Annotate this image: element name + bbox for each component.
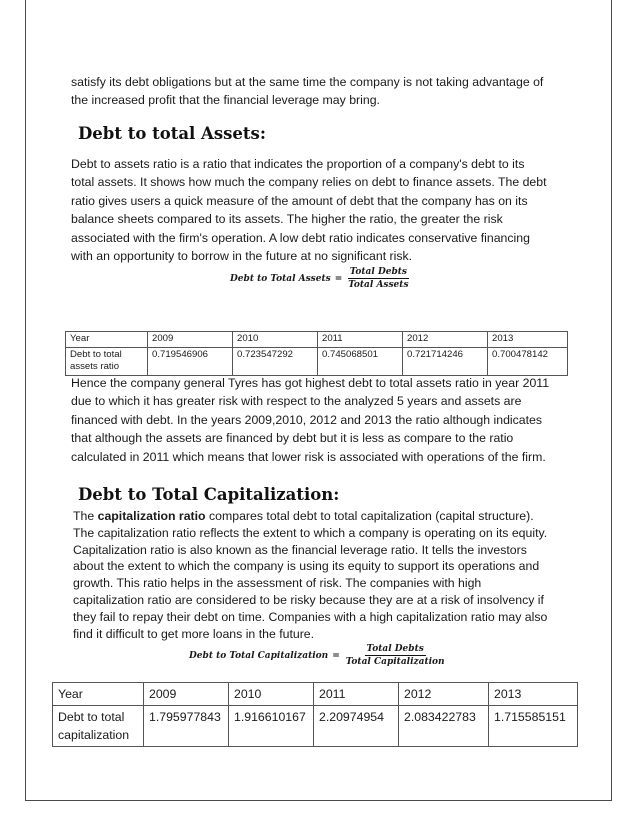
table-row — [66, 347, 568, 375]
table-cell: 0.745068501 — [318, 347, 403, 375]
table-cell: 2.083422783 — [399, 706, 489, 747]
table-header-cell: 2009 — [148, 332, 233, 348]
formula-numerator: Total Debts — [366, 644, 424, 654]
table-header-cell: 2012 — [403, 332, 488, 348]
paragraph-line: The — [73, 509, 98, 523]
paragraph-line: balance sheets compared to its assets. The higher the ratio, the greater the risk — [71, 212, 503, 227]
formula-numerator: Total Debts — [349, 267, 407, 277]
table-header-cell: 2009 — [144, 683, 229, 706]
table-header-row — [66, 332, 568, 348]
table-cell: 0.700478142 — [488, 347, 568, 375]
paragraph-line: find it difficult to get more loans in the future. — [73, 626, 315, 641]
debt-to-assets-paragraph — [71, 155, 547, 265]
table-cell: 1.715585151 — [489, 706, 578, 747]
formula-fraction — [346, 267, 410, 290]
paragraph-line: with an opportunity to borrow in the future at no significant risk. — [71, 249, 413, 264]
intro-line-1: satisfy its debt obligations but at the same time the company is not taking advantage of — [71, 75, 544, 89]
paragraph-line: ratio gives users a quick measure of the amount of debt that the company has on its — [71, 193, 528, 208]
formula-denominator: Total Capitalization — [345, 657, 445, 667]
table-cell: 0.723547292 — [233, 347, 318, 375]
capitalization-ratio-term: capitalization ratio — [97, 509, 206, 523]
table-cell: 1.916610167 — [229, 706, 314, 747]
debt-to-assets-conclusion — [71, 374, 549, 466]
formula-lhs: Debt to Total Assets — [230, 273, 331, 284]
table-cell: 1.795977843 — [144, 706, 229, 747]
section-heading-debt-to-total-assets: Debt to total Assets: — [78, 124, 266, 143]
debt-to-assets-formula — [230, 267, 411, 290]
formula-equals: = — [334, 273, 343, 284]
table-header-cell: Year — [53, 683, 144, 706]
table-row-label — [53, 706, 144, 747]
conclusion-line: calculated in 2011 which means that lower risk is associated with operations of the firm. — [71, 449, 546, 464]
table-cell: 0.721714246 — [403, 347, 488, 375]
paragraph-line: about the extent to which the company is using its equity to support its operations and — [73, 559, 540, 574]
paragraph-line: growth. This ratio helps in the assessment of risk. The companies with high — [73, 576, 482, 591]
conclusion-line: due to which it has greater risk with respect to the analyzed 5 years and assets are — [71, 394, 522, 409]
formula-fraction — [344, 644, 447, 667]
paragraph-line: capitalization ratio are considered to be risky because they are at a risk of insolvency if — [73, 592, 544, 607]
conclusion-line: that although the assets are financed by debt but it is less as compare to the ratio — [71, 431, 514, 446]
table-header-cell: 2013 — [488, 332, 568, 348]
formula-lhs: Debt to Total Capitalization — [189, 650, 329, 661]
intro-line-2: the increased profit that the financial leverage may bring. — [71, 93, 380, 108]
capitalization-paragraph — [73, 508, 547, 642]
debt-to-capitalization-formula — [189, 644, 447, 667]
table-cell: 0.719546906 — [148, 347, 233, 375]
debt-to-assets-table — [65, 331, 568, 376]
paragraph-line: The capitalization ratio reflects the extent to which a company is operating on its equity. — [73, 525, 548, 540]
paragraph-line: total assets. It shows how much the company relies on debt to finance assets. The debt — [71, 175, 547, 190]
table-header-cell: 2010 — [233, 332, 318, 348]
intro-paragraph — [71, 73, 543, 110]
conclusion-line: Hence the company general Tyres has got highest debt to total assets ratio in year 2011 — [71, 376, 550, 390]
paragraph-line: they fail to repay their debt on time. Companies with a high capitalization ratio may also — [73, 609, 548, 624]
table-row-label: Debt to total assets ratio — [66, 347, 148, 375]
paragraph-line: Debt to assets ratio is a ratio that indicates the proportion of a company's debt to its — [71, 157, 525, 171]
table-header-cell: Year — [66, 332, 148, 348]
table-header-cell: 2011 — [318, 332, 403, 348]
formula-denominator: Total Assets — [348, 280, 409, 290]
conclusion-line: financed with debt. In the years 2009,2010, 2012 and 2013 the ratio although indicates — [71, 412, 543, 427]
row-label-line: capitalization — [58, 728, 130, 742]
table-header-cell: 2011 — [314, 683, 399, 706]
paragraph-line: Capitalization ratio is also known as the financial leverage ratio. It tells the investors — [73, 542, 527, 557]
table-header-cell: 2010 — [229, 683, 314, 706]
paragraph-line: associated with the firm's operation. A low debt ratio indicates conservative financing — [71, 230, 530, 245]
section-heading-debt-to-total-capitalization: Debt to Total Capitalization: — [78, 485, 340, 504]
paragraph-line: compares total debt to total capitalization (capital structure). — [205, 509, 534, 523]
table-header-row — [53, 683, 578, 706]
table-header-cell: 2012 — [399, 683, 489, 706]
row-label-line: Debt to total — [58, 710, 125, 724]
table-cell: 2.20974954 — [314, 706, 399, 747]
debt-to-capitalization-table — [52, 682, 578, 747]
table-header-cell: 2013 — [489, 683, 578, 706]
table-row — [53, 706, 578, 747]
formula-equals: = — [332, 650, 340, 661]
